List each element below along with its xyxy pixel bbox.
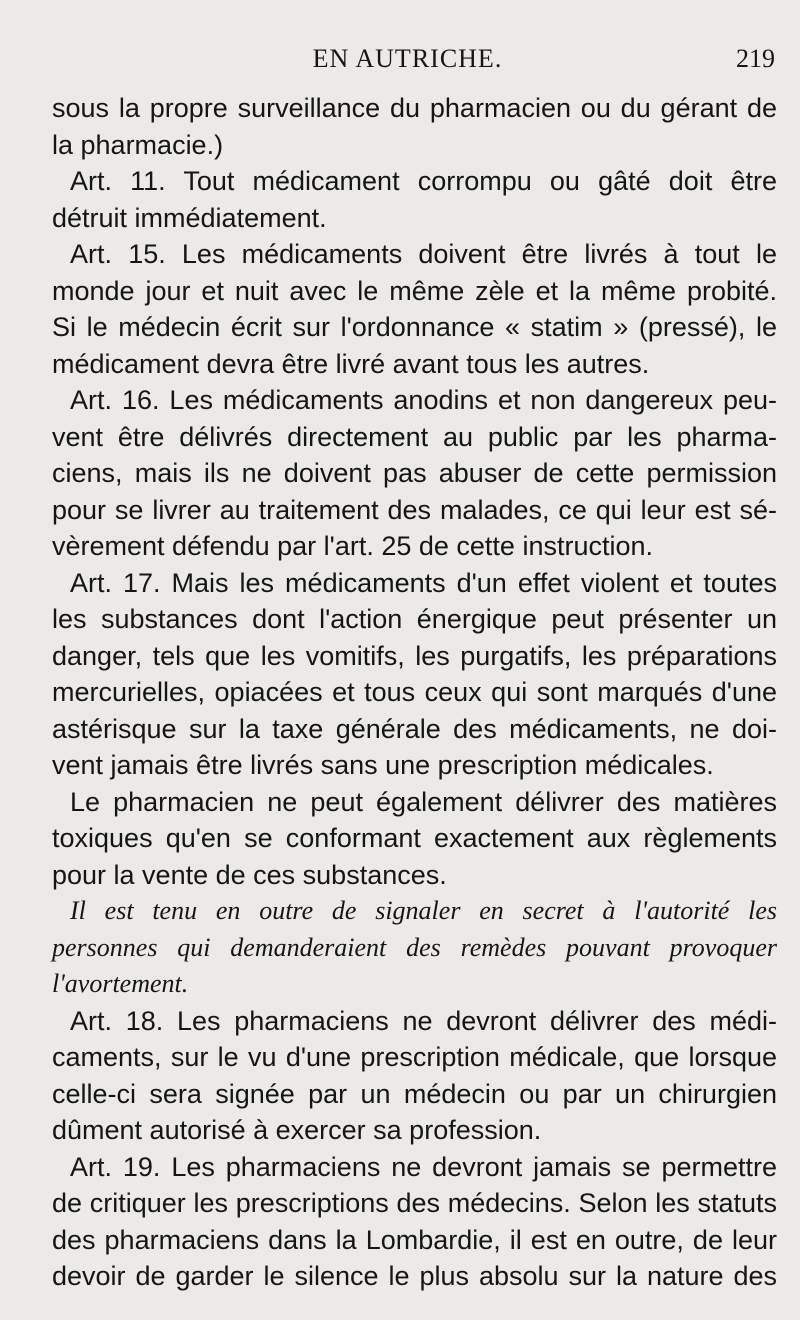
text-line: devoir de garder le silence le plus absolu sur la nature des <box>52 1261 777 1291</box>
text-line: Art. 11. Tout médicament corrompu ou gâté doit être <box>70 166 777 196</box>
text-line: Art. 16. Les médicaments anodins et non dangereux peu- <box>70 385 777 415</box>
text-line: Art. 17. Mais les médicaments d'un effet violent et toutes <box>70 567 777 598</box>
text-line: sous la propre surveillance du pharmacien ou du gérant de <box>52 93 777 123</box>
text-line: les substances dont l'action énergique peut présenter un <box>52 604 777 634</box>
text-line: Art. 18. Les pharmaciens ne devront délivrer des médi- <box>70 1005 777 1036</box>
text-line: toxiques qu'en se conformant exactement aux règlements <box>52 823 777 853</box>
text-line: de critiquer les prescriptions des médecins. Selon les statuts <box>52 1188 777 1218</box>
text-line: Art. 19. Les pharmaciens ne devront jamais se permettre <box>70 1151 777 1182</box>
page-number: 219 <box>736 44 775 73</box>
text-line: vent jamais être livrés sans une prescription médicales. <box>52 750 714 780</box>
text-line: l'avortement. <box>52 969 189 998</box>
running-title: EN AUTRICHE. <box>312 44 503 73</box>
text-line: dûment autorisé à exercer sa profession. <box>52 1115 542 1145</box>
text-line: personnes qui demanderaient des remèdes pouvant provoquer <box>52 932 777 962</box>
text-line: pour la vente de ces substances. <box>52 859 447 890</box>
text-line: astérisque sur la taxe générale des médicaments, ne doi- <box>52 713 777 744</box>
text-line: vèrement défendu par l'art. 25 de cette instruction. <box>52 531 654 561</box>
text-line: la pharmacie.) <box>52 129 224 160</box>
text-line: Le pharmacien ne peut également délivrer des matières <box>70 786 777 817</box>
text-line: danger, tels que les vomitifs, les purgatifs, les préparations <box>52 640 777 671</box>
text-line: ciens, mais ils ne doivent pas abuser de cette permission <box>52 458 777 488</box>
running-head <box>40 44 775 80</box>
text-line: médicament devra être livré avant tous les autres. <box>52 348 650 379</box>
text-line: vent être délivrés directement au public par les pharma- <box>52 421 777 452</box>
text-line: Si le médecin écrit sur l'ordonnance « statim » (pressé), le <box>52 312 777 342</box>
text-line: détruit immédiatement. <box>52 202 327 233</box>
text-line: pour se livrer au traitement des malades, ce qui leur est sé- <box>52 494 777 525</box>
text-line: Art. 15. Les médicaments doivent être livrés à tout le <box>70 239 777 269</box>
text-line: celle-ci sera signée par un médecin ou par un chirurgien <box>52 1078 777 1109</box>
body-text <box>52 90 777 1295</box>
text-line: mercurielles, opiacées et tous ceux qui sont marqués d'une <box>52 677 777 707</box>
text-line: monde jour et nuit avec le même zèle et la même probité. <box>52 275 777 306</box>
text-line: caments, sur le vu d'une prescription médicale, que lorsque <box>52 1042 777 1072</box>
text-line: Il est tenu en outre de signaler en secret à l'autorité les <box>70 896 777 925</box>
text-line: des pharmaciens dans la Lombardie, il est en outre, de leur <box>52 1224 777 1255</box>
